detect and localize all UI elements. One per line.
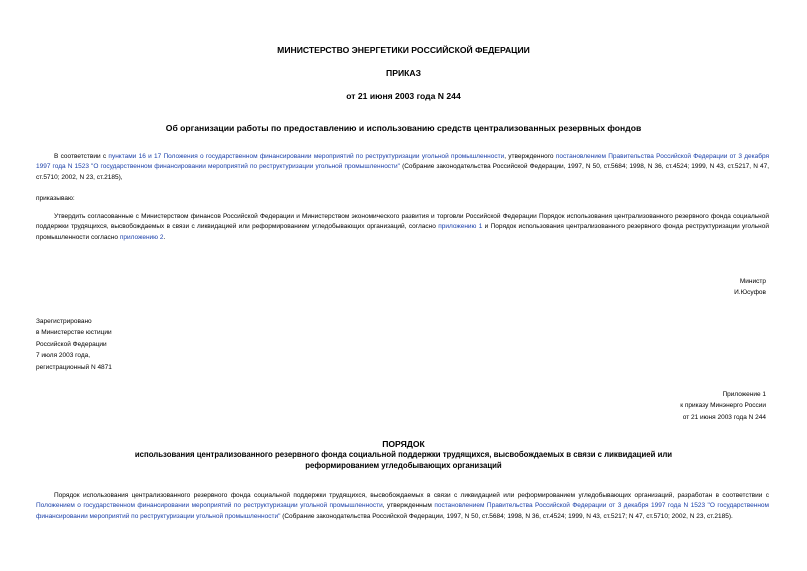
link-government-resolution-1523[interactable]: постановлением Правительства Российской Федерации от 3 декабря 1997 года N 1523 "О государственном финансировании мероприятий по реструктуризации угольной промышленности" (36, 153, 770, 171)
appendix-line: к приказу Минэнерго России (680, 402, 766, 410)
procedure-paragraph (36, 491, 769, 522)
signature-name: И.Юсуфов (734, 289, 766, 297)
text-span: , утвержденного (504, 153, 556, 160)
signature-block (734, 276, 766, 299)
doc-type-heading: ПРИКАЗ (386, 68, 421, 78)
registration-line: Российской Федерации (36, 340, 107, 348)
text-span: , утвержденным (382, 502, 435, 510)
registration-line: в Министерстве юстиции (36, 329, 112, 337)
page-title: Об организации работы по предоставлению и использованию средств централизованных резервных фондов (165, 123, 642, 133)
link-appendix-1[interactable]: приложению 1 (438, 223, 483, 231)
procedure-subtitle: использования централизованного резервного фонда социальной поддержки трудящихся, высвобождаемых в связи с ликвидацией или реформированием угледобывающих организаций (134, 450, 673, 470)
link-government-resolution-1523[interactable]: постановлением Правительства Российской Федерации от 3 декабря 1997 года N 1523 "О государственном финансировании мероприятий по реструктуризации угольной промышленности" (36, 502, 769, 520)
link-regulation-state-financing[interactable]: Положением о государственном финансировании мероприятий по реструктуризации угольной промышленности (36, 502, 383, 510)
order-word: приказываю: (36, 195, 75, 202)
text-span: Утвердить согласованные с Министерством финансов Российской Федерации и Министерством экономического развития и торговли Российской Федерации Порядок использования централизованного резервного фонда социальной поддержки трудящихся, высвобождаемых в связи с ликвидацией или реформированием угледобывающих организаций, согласно (36, 213, 769, 231)
appendix-line: от 21 июня 2003 года N 244 (682, 413, 766, 421)
preamble-paragraph (36, 152, 769, 183)
text-span: (Собрание законодательства Российской Федерации, 1997, N 50, ст.5684; 1998, N 36, ст.4524; 1999, N 43, ст.5217; N 47, ст.5710; 2002, N 23, ст.2185). (280, 512, 733, 520)
link-points-16-17[interactable]: пунктами 16 и 17 Положения о государственном финансировании мероприятий по реструктуризации угольной промышленности (108, 153, 505, 160)
registration-line: Зарегистрировано (36, 318, 92, 325)
text-span: (Собрание законодательства Российской Федерации, 1997, N 50, ст.5684; 1998, N 36, ст.4524; 1999, N 43, ст.5217, N 47, ст.5710; 2002, N 23, ст.2185), (36, 163, 770, 181)
doc-date-number: от 21 июня 2003 года N 244 (346, 91, 461, 101)
signature-position: Министр (739, 278, 766, 285)
ministry-heading: МИНИСТЕРСТВО ЭНЕРГЕТИКИ РОССИЙСКОЙ ФЕДЕРАЦИИ (277, 45, 530, 55)
text-span: и Порядок использования централизованного резервного фонда реструктуризации угольной промышленности согласно (36, 223, 769, 241)
text-span: Порядок использования централизованного резервного фонда социальной поддержки трудящихся, высвобождаемых в связи с ликвидацией или реформированием угледобывающих организаций, разработан в соответствии с (54, 492, 769, 499)
registration-block (36, 316, 112, 373)
link-appendix-2[interactable]: приложению 2 (119, 233, 164, 241)
appendix-block (680, 389, 766, 423)
text-span: В соответствии с (54, 153, 109, 160)
registration-line: регистрационный N 4871 (36, 363, 112, 371)
registration-line: 7 июля 2003 года, (36, 352, 91, 360)
text-span: . (163, 233, 166, 241)
procedure-title: ПОРЯДОК (382, 439, 425, 449)
order-paragraph (36, 212, 769, 243)
appendix-line: Приложение 1 (722, 391, 766, 398)
